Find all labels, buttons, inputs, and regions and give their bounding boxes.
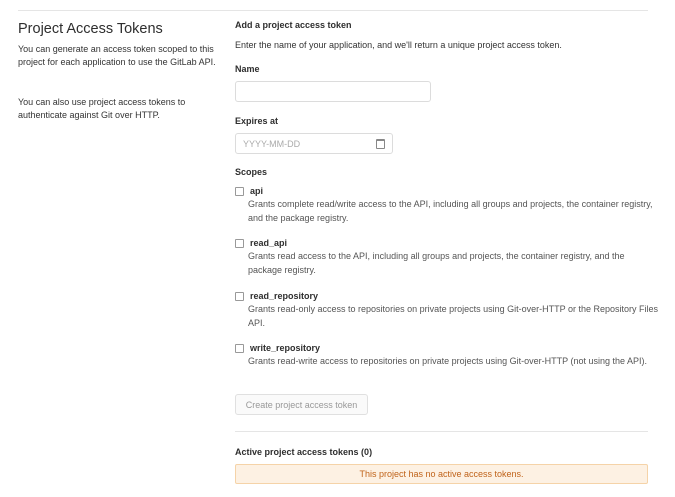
scope-read-api-checkbox[interactable] [235,239,244,248]
scope-description: Grants read access to the API, including all groups and projects, the container registry, and the package registry. [248,251,625,275]
active-tokens-heading: Active project access tokens (0) [235,447,373,457]
scope-name: api [250,186,264,196]
top-divider [18,10,648,11]
scope-description: Grants read-write access to repositories on private projects using Git-over-HTTP (not using the API). [248,356,647,366]
scope-api [235,186,658,225]
expires-label: Expires at [235,116,279,126]
create-token-button[interactable]: Create project access token [235,394,368,415]
scope-read-repository-checkbox[interactable] [235,292,244,301]
scope-api-checkbox[interactable] [235,187,244,196]
expires-date-input[interactable] [235,133,393,154]
section-description: You can generate an access token scoped to this project for each application to use the GitLab API. [18,44,216,67]
scope-write-repository [235,343,658,369]
expires-placeholder: YYYY-MM-DD [243,138,301,149]
section-title: Project Access Tokens [18,21,163,37]
scope-write-repository-checkbox[interactable] [235,344,244,353]
section-description-http: You can also use project access tokens to authenticate against Git over HTTP. [18,97,186,120]
scope-description: Grants read-only access to repositories on private projects using Git-over-HTTP or the Repository Files API. [248,304,658,328]
name-label: Name [235,64,260,74]
scope-name: write_repository [250,343,321,353]
scopes-label: Scopes [235,167,268,177]
scope-name: read_repository [250,291,319,301]
scope-description: Grants complete read/write access to the API, including all groups and projects, the container registry, and the package registry. [248,199,653,223]
section-divider [235,431,648,432]
form-heading: Add a project access token [235,20,352,30]
name-input[interactable] [235,81,431,102]
form-description: Enter the name of your application, and we'll return a unique project access token. [235,40,562,50]
calendar-icon[interactable] [376,139,385,149]
no-tokens-alert: This project has no active access tokens. [235,464,648,484]
scope-read-api [235,238,658,277]
scope-read-repository [235,291,658,330]
scope-name: read_api [250,238,288,248]
